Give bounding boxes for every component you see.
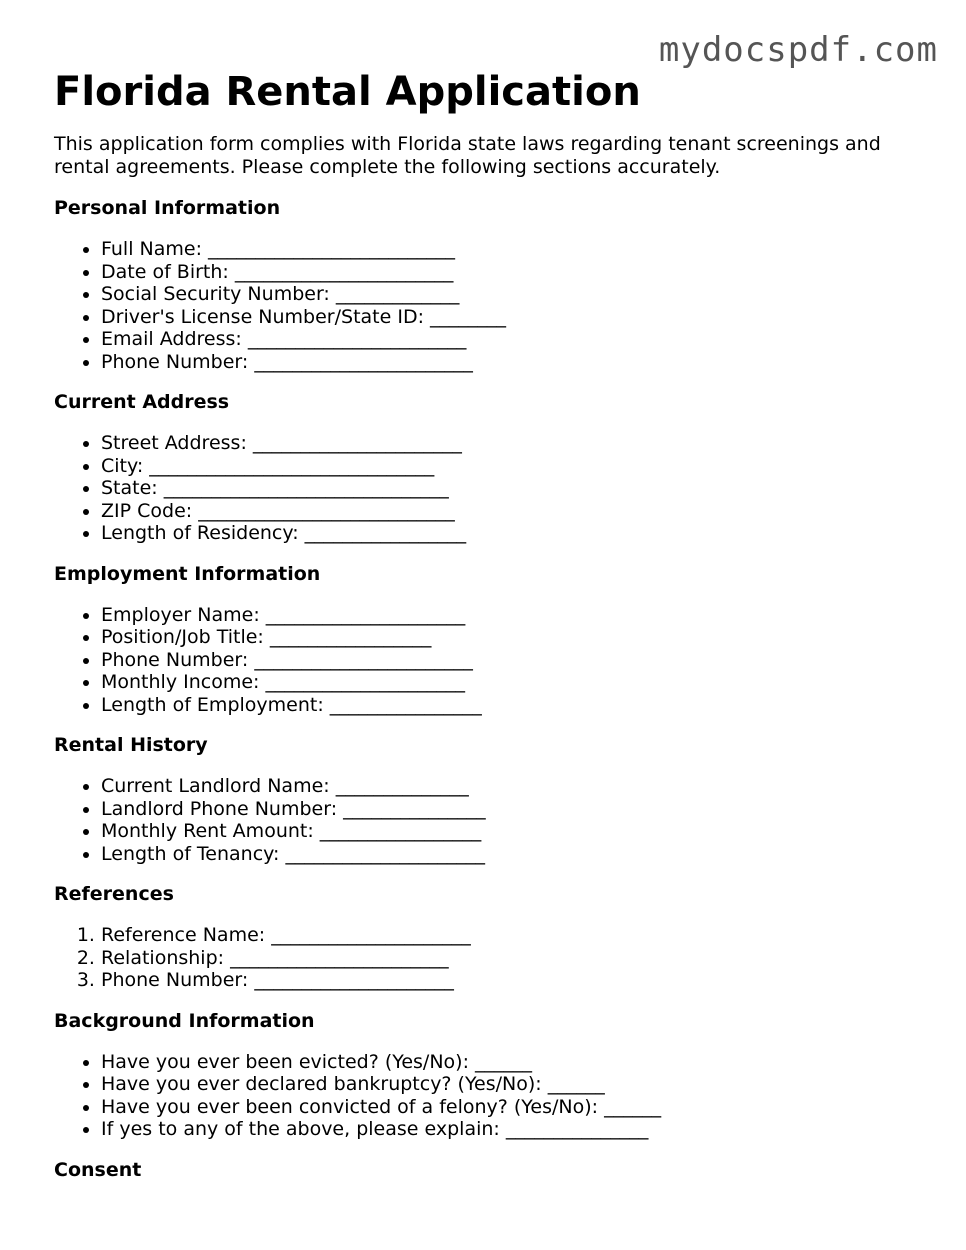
list-item: • Monthly Income: _____________________ [101,671,914,694]
section-heading-rental-history: Rental History [54,734,208,756]
list-item: • If yes to any of the above, please explain: _______________ [101,1118,914,1141]
list-item: • Employer Name: _____________________ [101,604,914,627]
list-item: • Date of Birth: _______________________ [101,261,914,284]
list-item: • Phone Number: _______________________ [101,351,914,374]
address-list [54,432,914,545]
list-item: 2. Relationship: _______________________ [101,947,914,970]
list-item: • Full Name: __________________________ [101,238,914,261]
section-heading-background: Background Information [54,1009,315,1032]
list-item: • State: ______________________________ [101,477,914,500]
background-list [54,1051,914,1141]
list-item: • Monthly Rent Amount: _________________ [101,820,914,843]
list-item: • Street Address: ______________________ [101,432,914,455]
list-item: • Have you ever been convicted of a felony? (Yes/No): ______ [101,1096,914,1119]
list-item: • Have you ever been evicted? (Yes/No): ______ [101,1051,914,1074]
list-item: 3. Phone Number: _____________________ [101,969,914,992]
list-item: • ZIP Code: ___________________________ [101,500,914,523]
list-item: • City: ______________________________ [101,455,914,478]
section-heading-personal: Personal Information [54,197,281,219]
list-item: • Have you ever declared bankruptcy? (Yes/No): ______ [101,1073,914,1096]
list-item: • Current Landlord Name: ______________ [101,775,914,798]
section-heading-references: References [54,883,174,905]
intro-paragraph: This application form complies with Florida state laws regarding tenant screenings and rental agreements. Please complete the following sections accurately. [54,133,881,178]
list-item: • Landlord Phone Number: _______________ [101,798,914,821]
list-item: • Driver's License Number/State ID: ________ [101,306,914,329]
list-item: • Email Address: _______________________ [101,328,914,351]
list-item: • Phone Number: _______________________ [101,649,914,672]
list-item: 1. Reference Name: _____________________ [101,924,914,947]
personal-info-list [54,238,914,373]
document-page [54,68,914,1182]
list-item: • Length of Employment: ________________ [101,694,914,717]
rental-history-list [54,775,914,865]
list-item: • Position/Job Title: _________________ [101,626,914,649]
list-item: • Social Security Number: _____________ [101,283,914,306]
list-item: • Length of Residency: _________________ [101,522,914,545]
section-heading-consent: Consent [54,1158,142,1181]
section-heading-employment: Employment Information [54,562,321,585]
references-list [54,924,914,992]
watermark: mydocspdf.com [658,30,938,70]
list-item: • Length of Tenancy: _____________________ [101,843,914,866]
section-heading-address: Current Address [54,391,230,413]
employment-list [54,604,914,717]
page-title: Florida Rental Application [54,69,641,115]
